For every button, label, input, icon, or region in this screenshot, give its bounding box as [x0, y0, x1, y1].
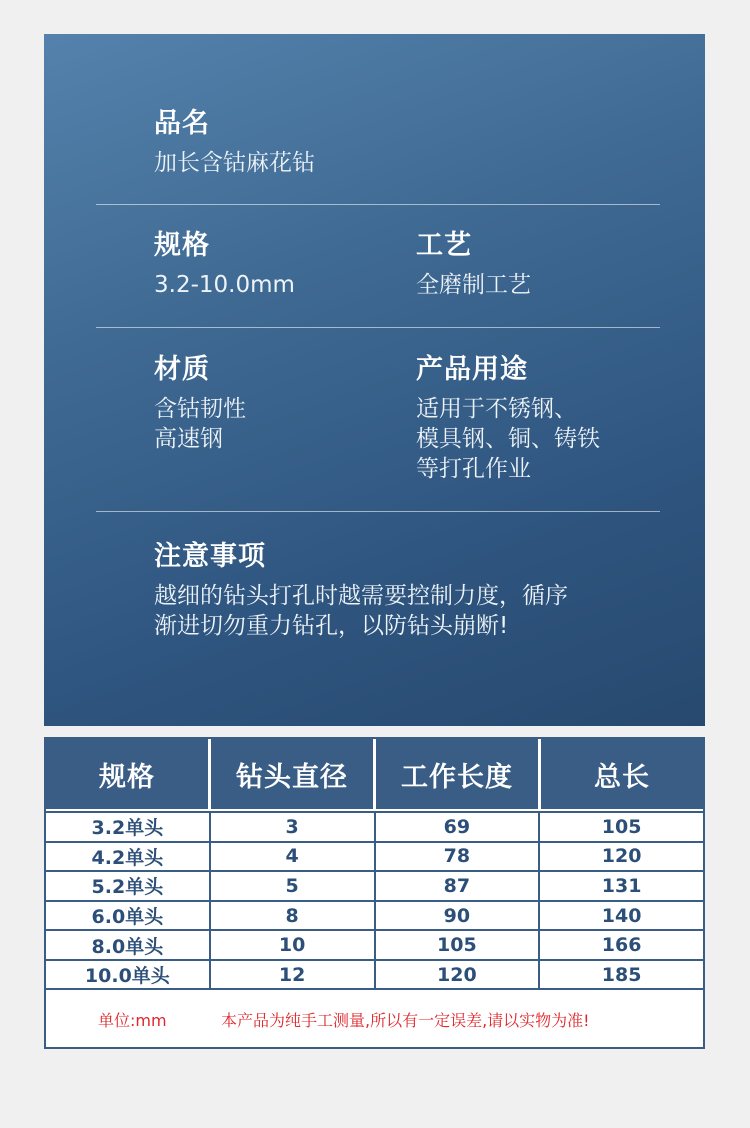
disclaimer-note: 本产品为纯手工测量,所以有一定误差,请以实物为准! — [221, 1010, 590, 1030]
divider — [96, 511, 660, 512]
notice-value — [154, 581, 568, 641]
table-cell: 8 — [209, 902, 374, 930]
spec-section — [154, 228, 295, 300]
notice-line: 渐进切勿重力钻孔，以防钻头崩断! — [154, 613, 509, 639]
table-cell: 69 — [374, 813, 539, 841]
material-title: 材质 — [154, 354, 210, 385]
table-row — [46, 870, 703, 900]
header-cell-spec: 规格 — [46, 739, 208, 809]
table-cell: 3 — [209, 813, 374, 841]
table-cell: 4 — [209, 843, 374, 871]
craft-title: 工艺 — [416, 230, 472, 261]
table-cell: 90 — [374, 902, 539, 930]
header-cell-total-length: 总长 — [541, 739, 703, 809]
table-row — [46, 811, 703, 841]
table-cell: 131 — [538, 872, 703, 900]
table-cell: 105 — [538, 813, 703, 841]
usage-section — [416, 352, 600, 484]
usage-line: 模具钢、铜、铸铁 — [416, 426, 600, 452]
table-row — [46, 929, 703, 959]
table-row — [46, 900, 703, 930]
table-cell: 120 — [374, 961, 539, 989]
table-header — [46, 739, 703, 809]
usage-title: 产品用途 — [416, 354, 528, 385]
table-cell: 166 — [538, 931, 703, 959]
table-cell: 5 — [209, 872, 374, 900]
table-cell: 8.0单头 — [91, 935, 164, 958]
table-cell: 105 — [374, 931, 539, 959]
usage-line: 等打孔作业 — [416, 456, 531, 482]
material-section — [154, 352, 246, 454]
table-cell: 12 — [209, 961, 374, 989]
notice-title: 注意事项 — [154, 541, 266, 572]
table-cell: 78 — [374, 843, 539, 871]
table-cell: 120 — [538, 843, 703, 871]
table-cell: 3.2单头 — [91, 817, 164, 840]
divider — [96, 327, 660, 328]
unit-note: 单位:mm — [98, 1010, 167, 1030]
spec-value: 3.2-10.0mm — [154, 272, 295, 298]
usage-value — [416, 394, 600, 484]
material-line: 高速钢 — [154, 426, 223, 452]
craft-value: 全磨制工艺 — [416, 272, 531, 298]
product-name-section — [154, 106, 315, 178]
spec-table — [44, 737, 705, 1049]
product-name-value: 加长含钴麻花钻 — [154, 150, 315, 176]
product-name-title: 品名 — [154, 108, 210, 139]
header-cell-diameter: 钻头直径 — [211, 739, 373, 809]
product-info-panel — [44, 34, 705, 726]
craft-section — [416, 228, 531, 300]
material-value — [154, 394, 246, 454]
spec-title: 规格 — [154, 230, 210, 261]
measurement-note — [46, 991, 703, 1047]
table-cell: 10.0单头 — [84, 965, 170, 988]
usage-line: 适用于不锈钢、 — [416, 396, 577, 422]
table-cell: 4.2单头 — [91, 846, 164, 869]
table-cell: 10 — [209, 931, 374, 959]
notice-line: 越细的钻头打孔时越需要控制力度，循序 — [154, 583, 568, 609]
table-body — [46, 811, 703, 989]
table-cell: 6.0单头 — [91, 906, 164, 929]
table-row — [46, 959, 703, 989]
table-cell: 140 — [538, 902, 703, 930]
table-bottom-rule — [46, 988, 703, 990]
notice-section — [154, 539, 568, 641]
table-cell: 185 — [538, 961, 703, 989]
header-cell-working-length: 工作长度 — [376, 739, 538, 809]
table-row — [46, 841, 703, 871]
divider — [96, 204, 660, 205]
table-cell: 5.2单头 — [91, 876, 164, 899]
material-line: 含钴韧性 — [154, 396, 246, 422]
table-cell: 87 — [374, 872, 539, 900]
